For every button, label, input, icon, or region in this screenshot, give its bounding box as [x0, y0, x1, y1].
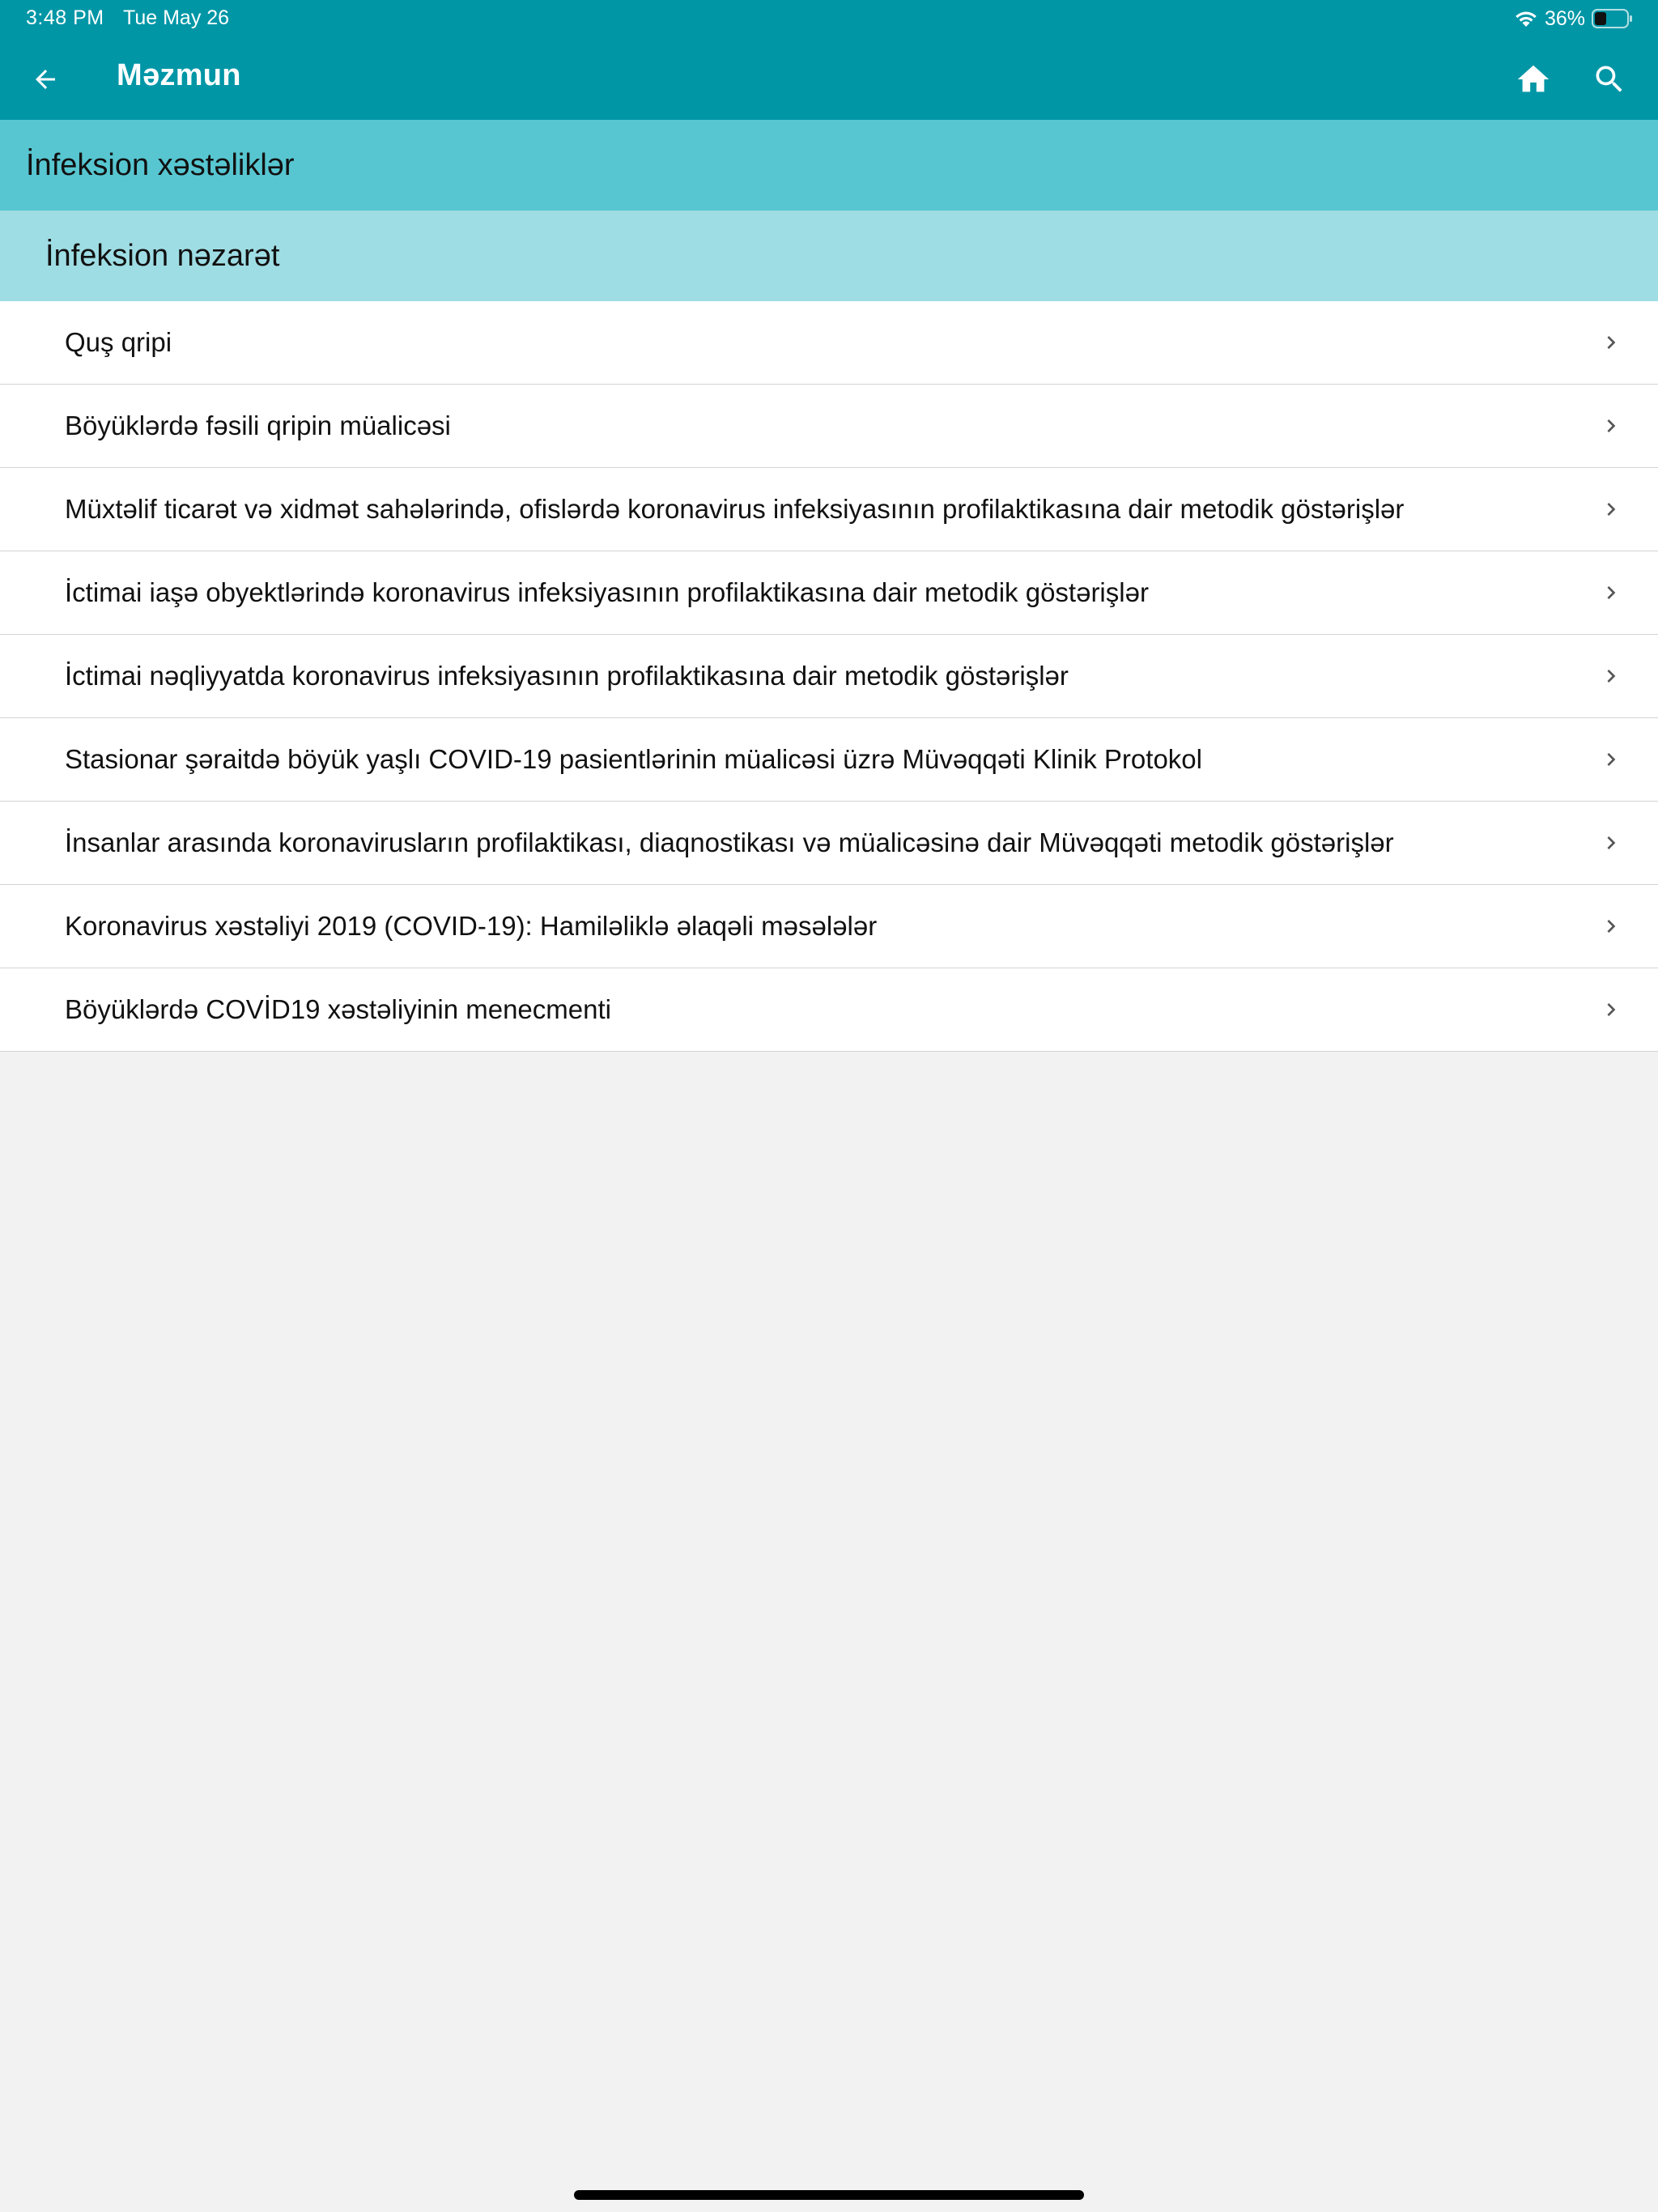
home-icon	[1515, 61, 1552, 98]
battery-percent: 36%	[1544, 6, 1585, 30]
chevron-right-icon	[1598, 747, 1624, 772]
arrow-left-icon	[31, 65, 60, 94]
back-button[interactable]	[16, 50, 74, 108]
wifi-icon	[1514, 10, 1538, 28]
list-item[interactable]	[0, 551, 1658, 635]
list-item[interactable]	[0, 885, 1658, 968]
chevron-right-icon	[1598, 663, 1624, 689]
subcategory-header[interactable]	[0, 211, 1658, 301]
chevron-right-icon	[1598, 496, 1624, 522]
list-item-label: Böyüklərdə COVİD19 xəstəliyinin menecmenti	[65, 994, 611, 1024]
home-button[interactable]	[1504, 50, 1562, 108]
list-item-label: Stasionar şəraitdə böyük yaşlı COVID-19 pasientlərinin müalicəsi üzrə Müvəqqəti Klinik Protokol	[65, 744, 1202, 774]
subcategory-label: İnfeksion nəzarət	[45, 238, 280, 273]
list-item[interactable]	[0, 635, 1658, 718]
chevron-right-icon	[1598, 997, 1624, 1023]
list-item-label: İnsanlar arasında koronavirusların profilaktikası, diaqnostikası və müalicəsinə dair Müvəqqəti metodik göstərişlər	[65, 827, 1394, 857]
chevron-right-icon	[1598, 580, 1624, 606]
list-item[interactable]	[0, 385, 1658, 468]
list-item-label: Böyüklərdə fəsili qripin müalicəsi	[65, 410, 451, 440]
list-item[interactable]	[0, 968, 1658, 1052]
chevron-right-icon	[1598, 913, 1624, 939]
list-item-label: Quş qripi	[65, 327, 172, 357]
list-item[interactable]	[0, 468, 1658, 551]
list-item-label: İctimai nəqliyyatda koronavirus infeksiyasının profilaktikasına dair metodik göstərişlər	[65, 661, 1069, 691]
battery-icon	[1592, 9, 1634, 28]
chevron-right-icon	[1598, 830, 1624, 856]
status-indicators	[1514, 5, 1634, 32]
app-bar	[0, 0, 1658, 120]
list-item[interactable]	[0, 718, 1658, 802]
category-header[interactable]	[0, 120, 1658, 211]
content-list	[0, 301, 1658, 1052]
page-title: Məzmun	[117, 58, 241, 92]
search-icon	[1592, 62, 1627, 97]
list-item[interactable]	[0, 301, 1658, 385]
status-date: Tue May 26	[123, 6, 230, 29]
status-time: 3:48 PM	[26, 6, 104, 29]
home-indicator[interactable]	[574, 2190, 1084, 2200]
list-item-label: İctimai iaşə obyektlərində koronavirus infeksiyasının profilaktikasına dair metodik göstərişlər	[65, 577, 1149, 607]
search-button[interactable]	[1580, 50, 1639, 108]
list-item-label: Müxtəlif ticarət və xidmət sahələrində, ofislərdə koronavirus infeksiyasının profilaktikasına dair metodik göstərişlər	[65, 494, 1405, 524]
category-label: İnfeksion xəstəliklər	[26, 147, 295, 182]
list-item[interactable]	[0, 802, 1658, 885]
chevron-right-icon	[1598, 413, 1624, 439]
list-item-label: Koronavirus xəstəliyi 2019 (COVID-19): Hamiləliklə əlaqəli məsələlər	[65, 911, 878, 941]
chevron-right-icon	[1598, 330, 1624, 355]
